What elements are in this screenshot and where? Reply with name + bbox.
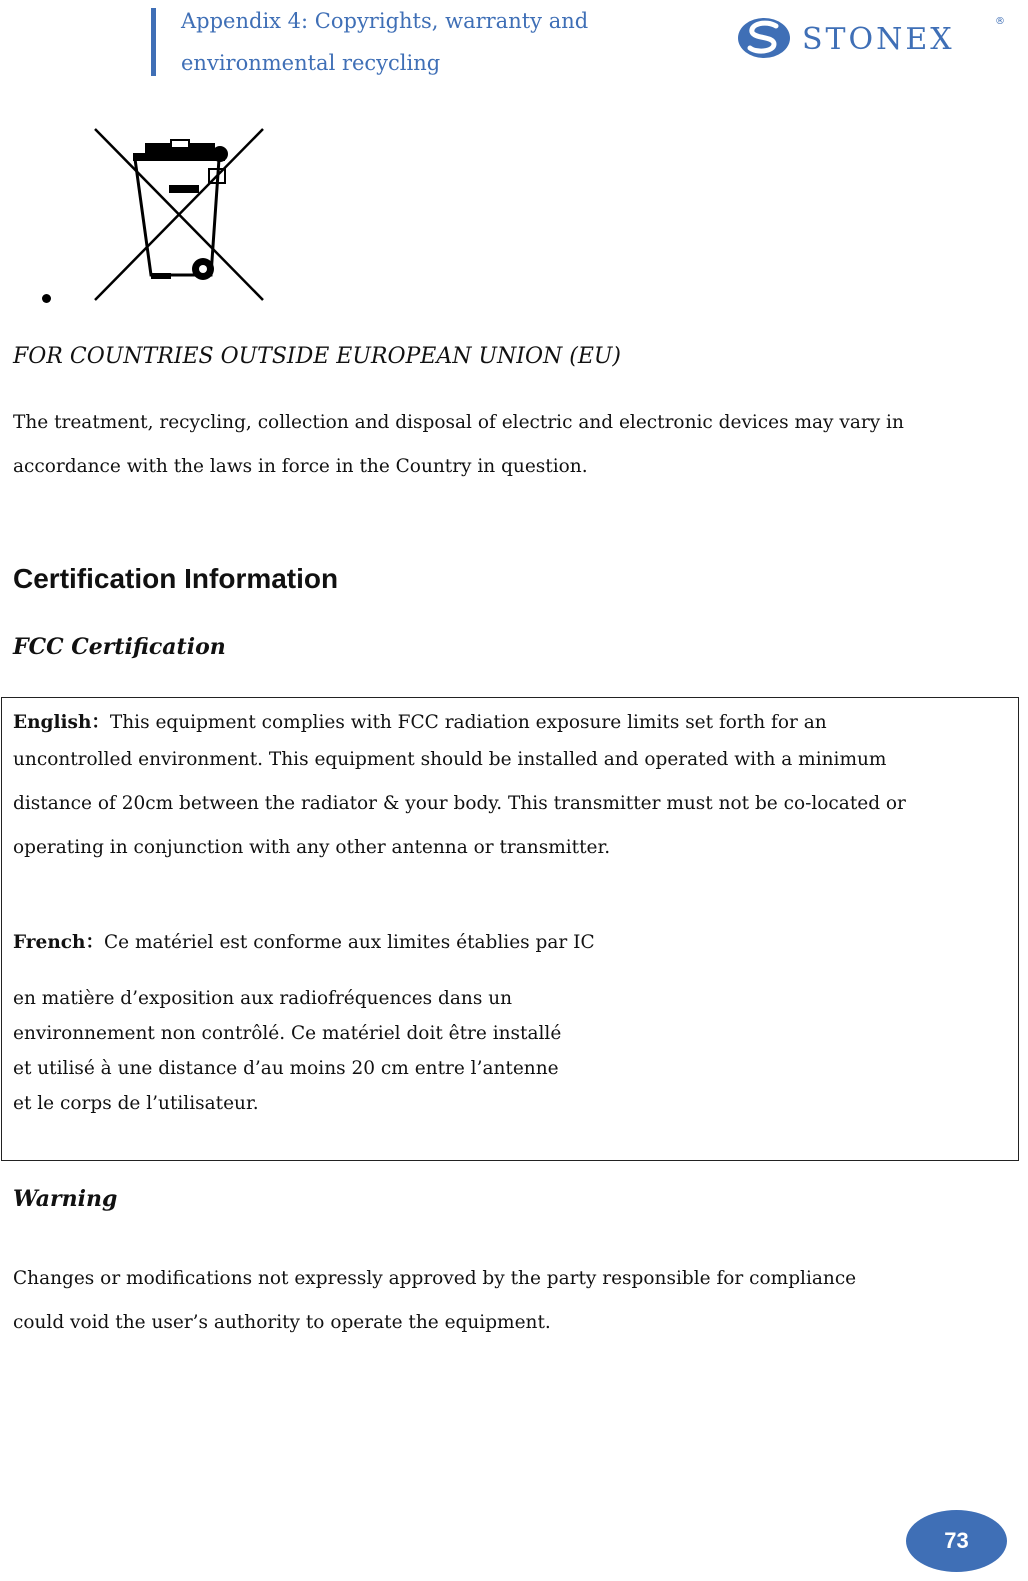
french-text-line2: en matière d’exposition aux radiofréquences dans un xyxy=(13,988,513,1009)
stonex-s-logo-icon xyxy=(736,12,1006,62)
french-text-line1: Ce matériel est conforme aux limites établies par IC xyxy=(104,932,595,953)
page-number-badge: 73 xyxy=(906,1510,1007,1572)
fcc-statement-box xyxy=(1,697,1019,1161)
french-label: French： xyxy=(13,932,104,953)
outside-eu-paragraph xyxy=(13,401,1013,489)
header-accent-bar xyxy=(151,8,156,76)
certification-heading: Certification Information xyxy=(13,563,339,594)
outside-eu-line2: accordance with the laws in force in the Country in question. xyxy=(13,456,588,477)
stonex-logo xyxy=(736,12,1006,62)
english-statement-rest xyxy=(13,738,906,870)
fcc-certification-title: FCC Certification xyxy=(13,634,226,660)
outside-eu-line1: The treatment, recycling, collection and disposal of electric and electronic devices may vary in xyxy=(13,412,904,433)
french-text-line4: et utilisé à une distance d’au moins 20 cm entre l’antenne xyxy=(13,1058,559,1079)
warning-title: Warning xyxy=(13,1186,118,1212)
crossed-out-wheelie-bin-icon xyxy=(93,127,265,302)
list-bullet xyxy=(42,294,51,303)
english-text-line2: uncontrolled environment. This equipment should be installed and operated with a minimum xyxy=(13,749,887,770)
header-title xyxy=(181,0,661,84)
english-statement-line1 xyxy=(13,708,827,734)
english-text-line1: This equipment complies with FCC radiation exposure limits set forth for an xyxy=(109,712,827,733)
logo-brand-text: STONEX xyxy=(802,22,955,57)
french-text-line3: environnement non contrôlé. Ce matériel doit être installé xyxy=(13,1023,562,1044)
header-title-line2: environmental recycling xyxy=(181,51,441,75)
logo-registered-mark: ® xyxy=(995,16,1005,27)
outside-eu-title: FOR COUNTRIES OUTSIDE EUROPEAN UNION (EU) xyxy=(13,344,621,369)
warning-line1: Changes or modifications not expressly approved by the party responsible for compliance xyxy=(13,1268,857,1289)
french-statement-rest xyxy=(13,981,561,1121)
warning-paragraph xyxy=(13,1257,1013,1345)
english-text-line4: operating in conjunction with any other antenna or transmitter. xyxy=(13,837,611,858)
french-text-line5: et le corps de l’utilisateur. xyxy=(13,1093,259,1114)
french-statement-line1 xyxy=(13,928,595,954)
english-label: English： xyxy=(13,712,110,733)
header-title-line1: Appendix 4: Copyrights, warranty and xyxy=(181,9,589,33)
english-text-line3: distance of 20cm between the radiator & your body. This transmitter must not be co-located or xyxy=(13,793,906,814)
warning-line2: could void the user’s authority to operate the equipment. xyxy=(13,1312,551,1333)
